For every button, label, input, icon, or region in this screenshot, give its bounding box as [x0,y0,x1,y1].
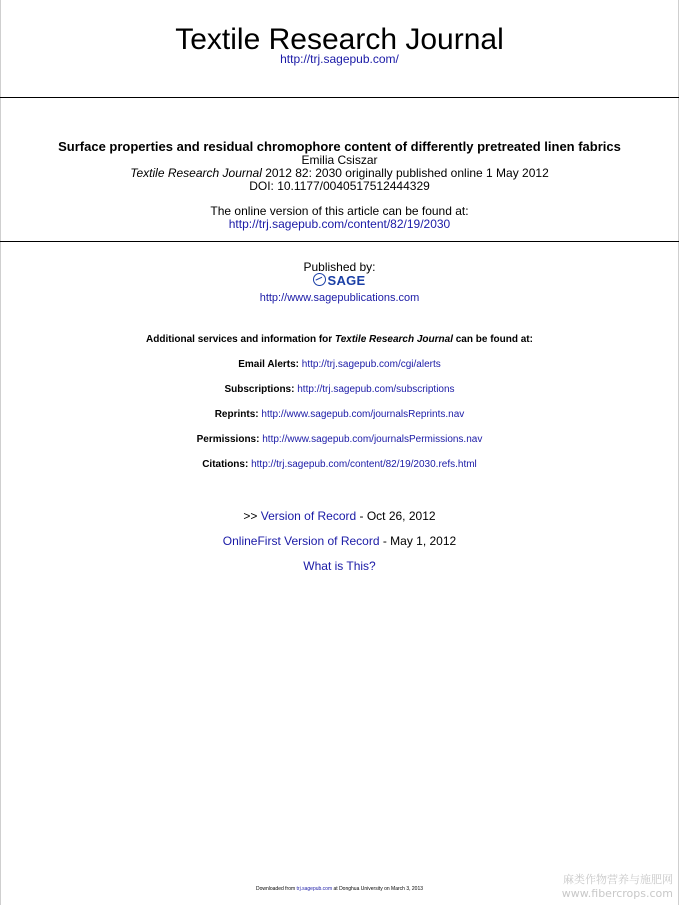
top-divider [0,97,679,98]
services-heading-prefix: Additional services and information for [146,334,335,345]
article-citation [0,166,679,180]
online-version-row [0,217,679,231]
article-title: Surface properties and residual chromophore content of differently pretreated linen fabrics [58,139,621,154]
what-is-this-link[interactable]: What is This? [303,559,376,573]
watermark-line-2: www.fibercrops.com [561,887,673,900]
onlinefirst-version-link[interactable]: OnlineFirst Version of Record [222,534,380,548]
service-label: Reprints: [214,409,259,420]
version-of-record-date: - Oct 26, 2012 [356,509,436,523]
service-label: Permissions: [196,434,260,445]
version-of-record-link[interactable]: Version of Record [260,509,357,523]
permissions-link[interactable]: http://www.sagepub.com/journalsPermissions.nav [262,434,483,445]
sage-logo-icon [313,273,326,286]
what-is-this-row [0,559,679,573]
published-by-label: Published by: [303,260,376,274]
service-row-citations [0,459,679,471]
article-doi: DOI: 10.1177/0040517512444329 [249,179,430,193]
services-heading-suffix: can be found at: [452,334,533,345]
publisher-url-row [0,292,679,305]
middle-divider [0,241,679,242]
version-of-record-row [0,509,679,523]
subscriptions-link[interactable]: http://trj.sagepub.com/subscriptions [297,384,455,395]
service-row-permissions [0,434,679,446]
journal-url-link[interactable]: http://trj.sagepub.com/ [280,52,399,66]
services-heading-journal: Textile Research Journal [334,334,453,345]
onlinefirst-row [0,534,679,548]
watermark-line-1: 麻类作物营养与施肥网 [563,873,673,886]
online-version-text: The online version of this article can be found at: [210,204,469,218]
sage-logo[interactable] [0,273,679,288]
service-row-email-alerts [0,359,679,371]
page-border-left [0,0,1,905]
citation-journal-name: Textile Research Journal [130,166,262,180]
journal-title: Textile Research Journal [175,23,504,56]
footer-link[interactable]: trj.sagepub.com [296,886,333,892]
service-row-subscriptions [0,384,679,396]
service-label: Citations: [202,459,249,470]
article-author: Emilia Csiszar [301,153,378,167]
citations-link[interactable]: http://trj.sagepub.com/content/82/19/2030.refs.html [251,459,477,470]
publisher-url-link[interactable]: http://www.sagepublications.com [259,292,420,304]
footer-prefix: Downloaded from [255,886,297,892]
service-label: Email Alerts: [238,359,299,370]
version-prefix: >> [243,509,261,523]
reprints-link[interactable]: http://www.sagepub.com/journalsReprints.nav [261,409,465,420]
service-row-reprints [0,409,679,421]
footer-suffix: at Donghua University on March 3, 2013 [332,886,424,892]
watermark [562,873,673,901]
email-alerts-link[interactable]: http://trj.sagepub.com/cgi/alerts [301,359,441,370]
onlinefirst-date: - May 1, 2012 [379,534,457,548]
services-heading [0,334,679,346]
sage-logo-text: SAGE [327,273,366,288]
citation-details: 2012 82: 2030 originally published online 1 May 2012 [261,166,549,180]
journal-url-row [0,52,679,66]
service-label: Subscriptions: [224,384,295,395]
online-version-link[interactable]: http://trj.sagepub.com/content/82/19/2030 [228,217,451,231]
